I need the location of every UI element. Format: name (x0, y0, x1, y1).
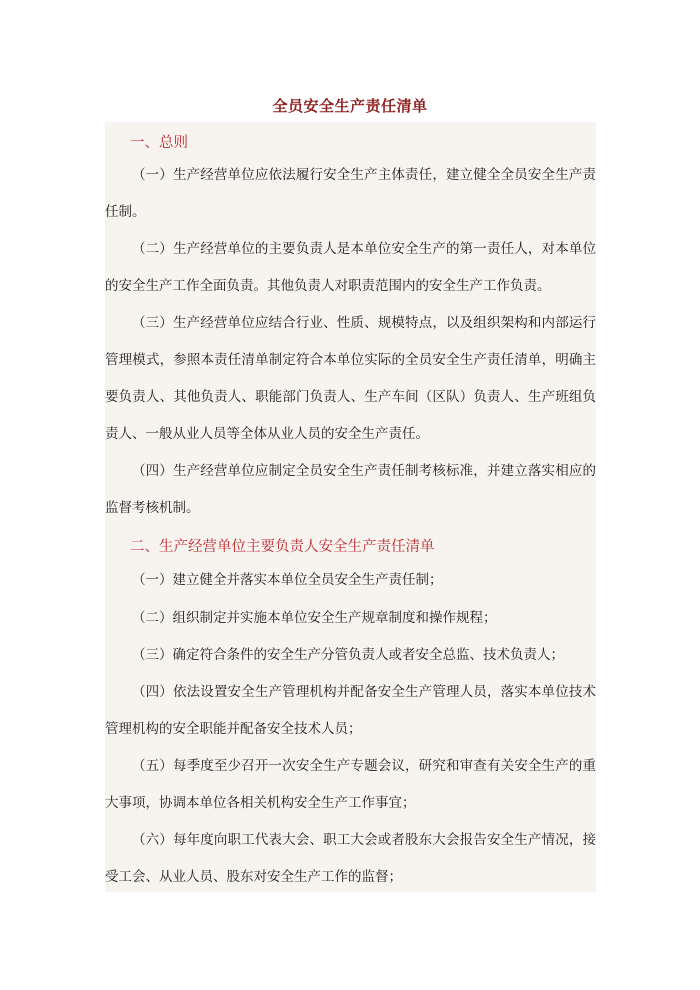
paragraph-principal-5: （五）每季度至少召开一次安全生产专题会议，研究和审查有关安全生产的重大事项，协调本单位各相关机构安全生产工作事宜； (105, 758, 596, 811)
paragraph-principal-1: （一）建立健全并落实本单位全员安全生产责任制； (132, 572, 443, 588)
paragraph-general-2: （二）生产经营单位的主要负责人是本单位安全生产的第一责任人，对本单位的安全生产工作全面负责。其他负责人对职责范围内的安全生产工作负责。 (105, 241, 596, 294)
paragraph-general-1: （一）生产经营单位应依法履行安全生产主体责任，建立健全全员安全生产责任制。 (105, 167, 596, 220)
paragraph-general-3: （三）生产经营单位应结合行业、性质、规模特点，以及组织架构和内部运行管理模式，参照本责任清单制定符合本单位实际的全员安全生产责任清单，明确主要负责人、其他负责人、职能部门负责人、生产车间（区队）负责人、生产班组负责人、一般从业人员等全体从业人员的安全生产责任。 (105, 315, 596, 442)
paragraph-principal-2: （二）组织制定并实施本单位安全生产规章制度和操作规程； (132, 610, 497, 626)
paragraph-principal-3: （三）确定符合条件的安全生产分管负责人或者安全总监、技术负责人； (132, 647, 564, 663)
paragraph-principal-4: （四）依法设置安全生产管理机构并配备安全生产管理人员，落实本单位技术管理机构的安全职能并配备安全技术人员； (105, 684, 596, 737)
section-heading-general: 一、总则 (130, 135, 188, 151)
section-heading-principal-responsibility: 二、生产经营单位主要负责人安全生产责任清单 (130, 539, 435, 555)
document-title: 全员安全生产责任清单 (272, 97, 428, 115)
paragraph-principal-6: （六）每年度向职工代表大会、职工大会或者股东大会报告安全生产情况，接受工会、从业人员、股东对安全生产工作的监督； (105, 832, 596, 885)
paragraph-general-4: （四）生产经营单位应制定全员安全生产责任制考核标准，并建立落实相应的监督考核机制。 (105, 463, 596, 516)
